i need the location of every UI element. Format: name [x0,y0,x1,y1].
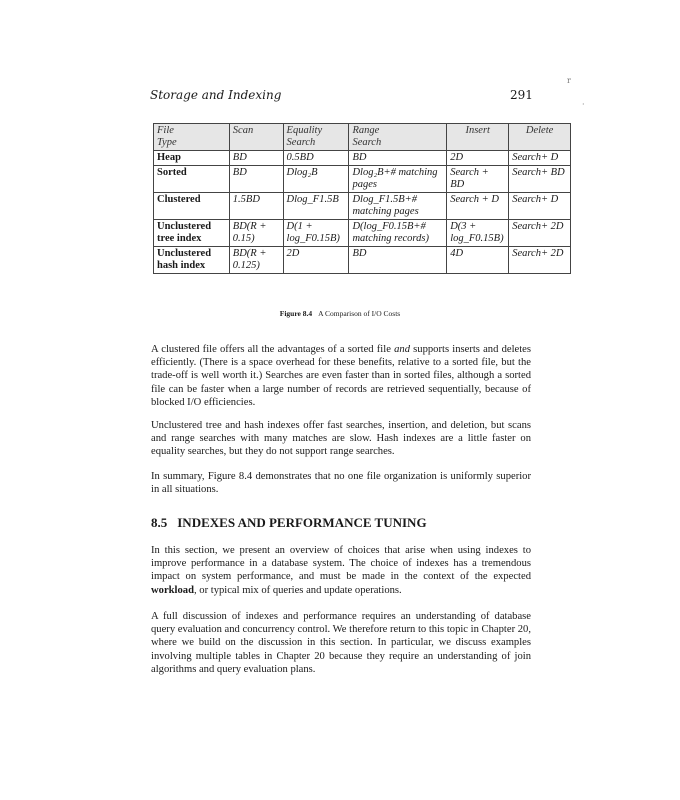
header-insert: Insert [447,124,509,151]
running-title: Storage and Indexing [150,88,282,102]
header-delete: Delete [509,124,571,151]
cell-equality: 0.5BD [283,151,349,166]
cell-scan: 1.5BD [229,193,283,220]
cell-delete: Search+ BD [509,166,571,193]
cell-scan: BD(R + 0.125) [229,247,283,274]
row-type: Unclustered tree index [154,220,230,247]
table-row [154,151,571,166]
io-cost-table [153,123,571,274]
header-range-search: Range Search [349,124,447,151]
cell-equality: 2D [283,247,349,274]
row-type: Sorted [154,166,230,193]
cell-range: D(log_F0.15B+# matching records) [349,220,447,247]
cell-delete: Search+ D [509,151,571,166]
cell-insert: Search + BD [447,166,509,193]
cell-insert: Search + D [447,193,509,220]
cell-equality: Dlog_F1.5B [283,193,349,220]
cell-range: Dlog_F1.5B+# matching pages [349,193,447,220]
cell-insert: 4D [447,247,509,274]
cell-equality: Dlog₂B [283,166,349,193]
cell-scan: BD(R + 0.15) [229,220,283,247]
section-number: 8.5 [151,515,168,530]
section-title: INDEXES AND PERFORMANCE TUNING [177,515,427,530]
cell-delete: Search+ 2D [509,220,571,247]
page-number: 291 [510,88,533,102]
paragraph-summary: In summary, Figure 8.4 demonstrates that no one file organization is uniformly superior in all situations. [151,471,531,496]
cell-delete: Search+ D [509,193,571,220]
figure-label: Figure 8.4 [279,309,313,318]
figure-caption-text: A Comparison of I/O Costs [318,309,401,318]
table-row [154,247,571,274]
row-type: Heap [154,151,230,166]
header-file-type: File Type [154,124,230,151]
row-type: Unclustered hash index [154,247,230,274]
page-mark: r [567,76,571,85]
cell-equality: D(1 + log_F0.15B) [283,220,349,247]
cell-insert: 2D [447,151,509,166]
cell-range: Dlog₂B+# matching pages [349,166,447,193]
table-header-row [154,124,571,151]
header-equality-search: Equality Search [283,124,349,151]
paragraph-clustered-file: A clustered file offers all the advantages of a sorted file and supports inserts and deletes efficiently. (There is a space overhead for these benefits, relative to a sorted file, but the trade-off is well worth it.) Searches are even faster than in sorted files, although a sorted file can be faster when a large number of records are retrieved sequentially, because of blocked I/O efficiencies. [151,344,531,408]
figure-caption [0,309,680,318]
paragraph-overview: In this section, we present an overview of choices that arise when using indexes to improve performance in a database system. The choice of indexes has a tremendous impact on system performance, and must be made in the context of the expected workload, or typical mix of queries and update operations. [151,545,531,596]
page-dot: · [582,100,585,109]
cell-range: BD [349,247,447,274]
table-row [154,193,571,220]
cell-scan: BD [229,166,283,193]
section-heading [151,515,427,531]
cell-delete: Search+ 2D [509,247,571,274]
cell-range: BD [349,151,447,166]
paragraph-full-discussion: A full discussion of indexes and performance requires an understanding of database query evaluation and concurrency control. We therefore return to this topic in Chapter 20, where we build on the discussion in this section. In particular, we discuss examples involving multiple tables in Chapter 20 because they require an understanding of join algorithms and query evaluation plans. [151,611,531,675]
cell-insert: D(3 + log_F0.15B) [447,220,509,247]
table-row [154,166,571,193]
cell-scan: BD [229,151,283,166]
table-row [154,220,571,247]
paragraph-unclustered-indexes: Unclustered tree and hash indexes offer fast searches, insertion, and deletion, but scans and range searches with many matches are slow. Hash indexes are a little faster on equality searches, but they do not support range searches. [151,420,531,458]
header-scan: Scan [229,124,283,151]
row-type: Clustered [154,193,230,220]
